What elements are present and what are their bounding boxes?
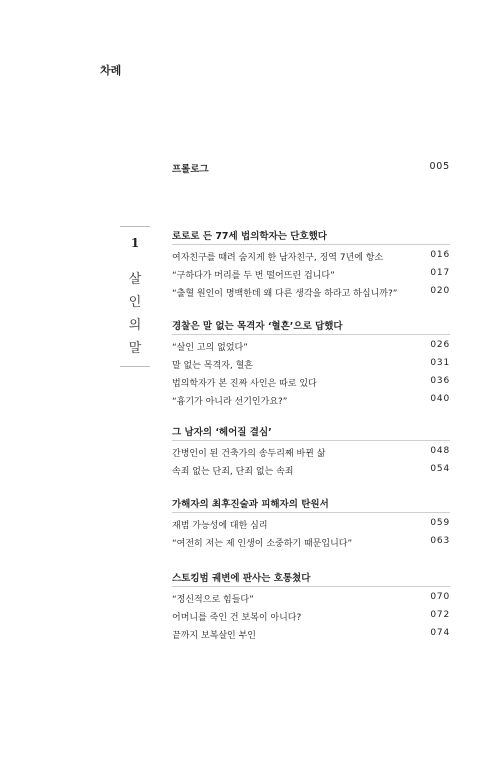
- entry-page: 059: [430, 518, 450, 528]
- entry-page: 070: [430, 592, 450, 602]
- toc-entry: [172, 250, 450, 264]
- part-title: [120, 268, 150, 360]
- part-rule-bottom: [120, 366, 150, 367]
- entry-page: 063: [430, 536, 450, 546]
- entry-title: 끝까지 보복살인 부인: [172, 631, 256, 641]
- toc-entry: [172, 592, 450, 606]
- entry-title: 여자친구를 때려 숨지게 한 남자친구, 징역 7년에 항소: [172, 253, 384, 263]
- entry-page: 036: [430, 376, 450, 386]
- entry-page: 072: [430, 610, 450, 620]
- toc-entry: [172, 610, 450, 624]
- toc-entry: [172, 394, 450, 408]
- part-number: 1: [130, 236, 140, 250]
- entry-title: 법의학자가 본 진짜 사인은 따로 있다: [172, 379, 317, 389]
- toc-entry: [172, 358, 450, 372]
- entry-title: 간병인이 된 건축가의 송두리째 바뀐 삶: [172, 449, 326, 459]
- toc-entry: [172, 376, 450, 390]
- entry-title: 프롤로그: [172, 164, 209, 175]
- part-rule-top: [120, 226, 150, 227]
- section-divider: [172, 512, 450, 513]
- section-heading: 그 남자의 ‘헤어질 결심’: [172, 427, 272, 438]
- entry-page: 005: [429, 161, 450, 172]
- entry-page: 040: [430, 394, 450, 404]
- section-heading: 로로로 든 77세 법의학자는 단호했다: [172, 231, 327, 242]
- prologue-entry: [172, 161, 450, 175]
- section-divider: [172, 334, 450, 335]
- page-label: 차례: [100, 64, 122, 77]
- toc-entry: [172, 518, 450, 532]
- entry-title: “정신적으로 힘들다”: [172, 595, 254, 605]
- section-heading: 스토킹범 궤변에 판사는 호통쳤다: [172, 573, 311, 584]
- toc-entry: [172, 628, 450, 642]
- entry-page: 048: [430, 446, 450, 456]
- section-divider: [172, 244, 450, 245]
- part-title-char: 의: [128, 318, 142, 333]
- entry-page: 074: [430, 628, 450, 638]
- toc-entry: [172, 464, 450, 478]
- toc-entry: [172, 446, 450, 460]
- entry-title: “살인 고의 없었다”: [172, 343, 248, 353]
- entry-page: 031: [430, 358, 450, 368]
- section-heading: 가해자의 최후진술과 피해자의 탄원서: [172, 499, 329, 510]
- toc-entry: [172, 340, 450, 354]
- entry-title: “흉기가 아니라 선기인가요?”: [172, 397, 288, 407]
- entry-title: “구하다가 머리를 두 번 떨어뜨린 겁니다”: [172, 271, 335, 281]
- entry-title: “출혈 원인이 명백한데 왜 다른 생각을 하라고 하십니까?”: [172, 289, 398, 299]
- entry-title: 말 없는 목격자, 혈흔: [172, 361, 253, 371]
- section-heading: 경찰은 말 없는 목격자 ‘혈흔’으로 답했다: [172, 321, 343, 332]
- entry-title: “여전히 저는 제 인생이 소중하기 때문입니다”: [172, 539, 353, 549]
- entry-page: 026: [430, 340, 450, 350]
- entry-title: 어머니를 죽인 건 보복이 아니다?: [172, 613, 302, 623]
- entry-page: 017: [430, 268, 450, 278]
- part-title-char: 말: [128, 341, 142, 356]
- part-title-char: 인: [128, 295, 142, 310]
- toc-entry: [172, 286, 450, 300]
- entry-title: 속죄 없는 단죄, 단죄 없는 속죄: [172, 467, 294, 477]
- section-divider: [172, 586, 450, 587]
- part-title-char: 살: [128, 272, 142, 287]
- entry-page: 016: [430, 250, 450, 260]
- entry-title: 재범 가능성에 대한 심리: [172, 521, 268, 531]
- section-divider: [172, 440, 450, 441]
- entry-page: 054: [430, 464, 450, 474]
- entry-page: 020: [430, 286, 450, 296]
- toc-entry: [172, 268, 450, 282]
- toc-entry: [172, 536, 450, 550]
